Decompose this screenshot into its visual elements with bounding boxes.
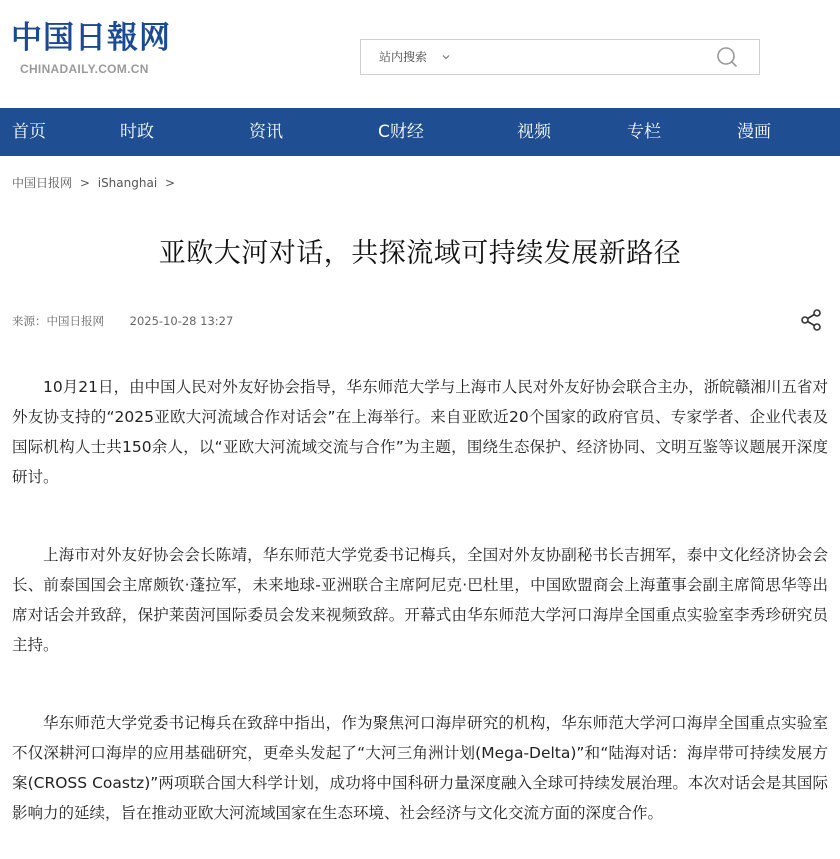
article-paragraph: 上海市对外友好协会会长陈靖，华东师范大学党委书记梅兵，全国对外友协副秘书长吉拥军，泰中文化经济协会会长、前泰国国会主席颇钦·蓬拉军，未来地球-亚洲联合主席阿尼克·巴杜里，中国欧盟商会上海董事会副主席简思华等出席对话会并致辞，保护莱茵河国际委员会发来视频致辞。开幕式由华东师范大学河口海岸全国重点实验室李秀珍研究员主持。 [12,546,828,654]
chevron-down-icon[interactable] [441,52,451,62]
article-date: 2025-10-28 13:27 [129,314,234,328]
site-logo[interactable] [11,18,171,80]
nav-item-finance[interactable]: C财经 [378,122,424,142]
nav-item-comics[interactable]: 漫画 [737,122,771,142]
breadcrumb-item-ishanghai[interactable]: iShanghai [97,176,158,190]
search-scope-dropdown[interactable]: 站内搜索 [379,50,428,64]
nav-item-columns[interactable]: 专栏 [627,122,661,142]
breadcrumb [12,174,179,191]
article-meta [12,313,233,329]
site-header [0,0,840,108]
article-paragraph: 10月21日，由中国人民对外友好协会指导，华东师范大学与上海市人民对外友好协会联合主办，浙皖赣湘川五省对外友协支持的“2025亚欧大河流域合作对话会”在上海举行。来自亚欧近20个国家的政府官员、专家学者、企业代表及国际机构人士共150余人，以“亚欧大河流域交流与合作”为主题，围绕生态保护、经济协同、文明互鉴等议题展开深度研讨。 [12,378,828,486]
search-input[interactable] [466,44,706,70]
main-nav [0,108,840,156]
breadcrumb-separator: > [165,176,176,190]
breadcrumb-separator: > [79,176,90,190]
search-box [360,39,760,75]
article-source: 来源：中国日报网 [12,314,104,328]
logo-chinese-text[interactable]: 中国日報网 [11,20,171,56]
article-paragraph: 华东师范大学党委书记梅兵在致辞中指出，作为聚焦河口海岸研究的机构，华东师范大学河口海岸全国重点实验室不仅深耕河口海岸的应用基础研究，更牵头发起了“大河三角洲计划(Mega-Delta)”和“陆海对话：海岸带可持续发展方案(CROSS Coastz)”两项联合国大科学计划，成功将中国科研力量深度融入全球可持续发展治理。本次对话会是其国际影响力的延续，旨在推动亚欧大河流域国家在生态环境、社会经济与文化交流方面的深度合作。 [12,714,828,822]
nav-item-politics[interactable]: 时政 [120,122,154,142]
nav-item-home[interactable]: 首页 [12,122,46,142]
logo-english-text[interactable]: CHINADAILY.COM.CN [20,62,149,76]
nav-item-video[interactable]: 视频 [517,122,551,142]
nav-item-news[interactable]: 资讯 [249,122,283,142]
article-body [12,372,828,859]
breadcrumb-item-home[interactable]: 中国日报网 [12,176,73,190]
article-title: 亚欧大河对话，共探流域可持续发展新路径 [158,238,682,269]
share-icon[interactable] [799,308,823,332]
search-icon[interactable] [714,44,740,70]
